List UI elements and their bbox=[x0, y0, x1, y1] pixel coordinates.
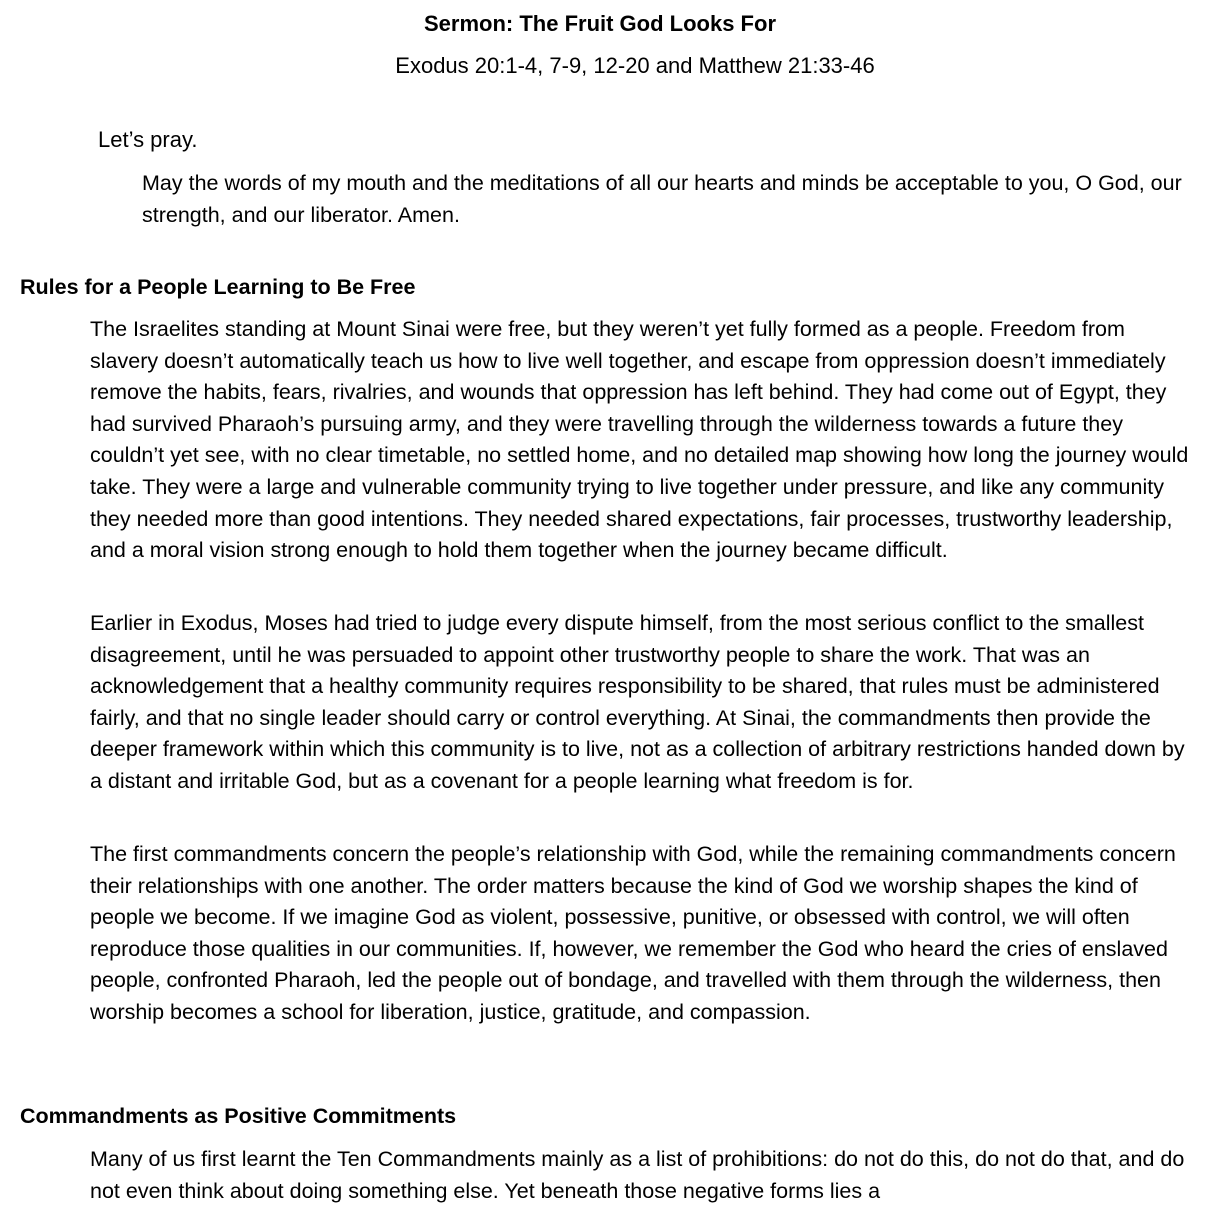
section-heading: Rules for a People Learning to Be Free bbox=[20, 275, 416, 299]
prayer-intro: Let’s pray. bbox=[98, 127, 198, 152]
body-paragraph: The Israelites standing at Mount Sinai were free, but they weren’t yet fully formed as a people. Freedom from slavery doesn’t automatically teach us how to live well together, and escape from oppression doesn’t immediately remove the habits, fears, rivalries, and wounds that oppression has left behind. They had come out of Egypt, they had survived Pharaoh’s pursuing army, and they were travelling through the wilderness towards a future they couldn’t yet see, with no clear timetable, no settled home, and no detailed map showing how long the journey would take. They were a large and vulnerable community trying to live together under pressure, and like any community they needed more than good intentions. They needed shared expectations, fair processes, trustworthy leadership, and a moral vision strong enough to hold them together when the journey became difficult. bbox=[90, 317, 1189, 563]
body-paragraph: Earlier in Exodus, Moses had tried to judge every dispute himself, from the most serious conflict to the smallest disagreement, until he was persuaded to appoint other trustworthy people to share the work. That was an acknowledgement that a healthy community requires responsibility to be shared, that rules must be administered fairly, and that no single leader should carry or control everything. At Sinai, the commandments then provide the deeper framework within which this community is to live, not as a collection of arbitrary restrictions handed down by a distant and irritable God, but as a covenant for a people learning what freedom is for. bbox=[90, 611, 1185, 793]
sermon-title: Sermon: The Fruit God Looks For bbox=[424, 11, 776, 36]
opening-prayer: May the words of my mouth and the meditations of all our hearts and minds be acceptable to you, O God, our strength, and our liberator. Amen. bbox=[142, 171, 1182, 227]
section-heading: Commandments as Positive Commitments bbox=[20, 1104, 457, 1128]
scripture-reference: Exodus 20:1-4, 7-9, 12-20 and Matthew 21:33-46 bbox=[395, 53, 875, 78]
body-paragraph: The first commandments concern the people’s relationship with God, while the remaining commandments concern their relationships with one another. The order matters because the kind of God we worship shapes the kind of people we become. If we imagine God as violent, possessive, punitive, or obsessed with control, we will often reproduce those qualities in our communities. If, however, we remember the God who heard the cries of enslaved people, confronted Pharaoh, led the people out of bondage, and travelled with them through the wilderness, then worship becomes a school for liberation, justice, gratitude, and compassion. bbox=[90, 842, 1176, 1024]
body-paragraph: Many of us first learnt the Ten Commandments mainly as a list of prohibitions: do not do this, do not do that, and do not even think about doing something else. Yet beneath those negative forms lies a bbox=[90, 1147, 1185, 1203]
